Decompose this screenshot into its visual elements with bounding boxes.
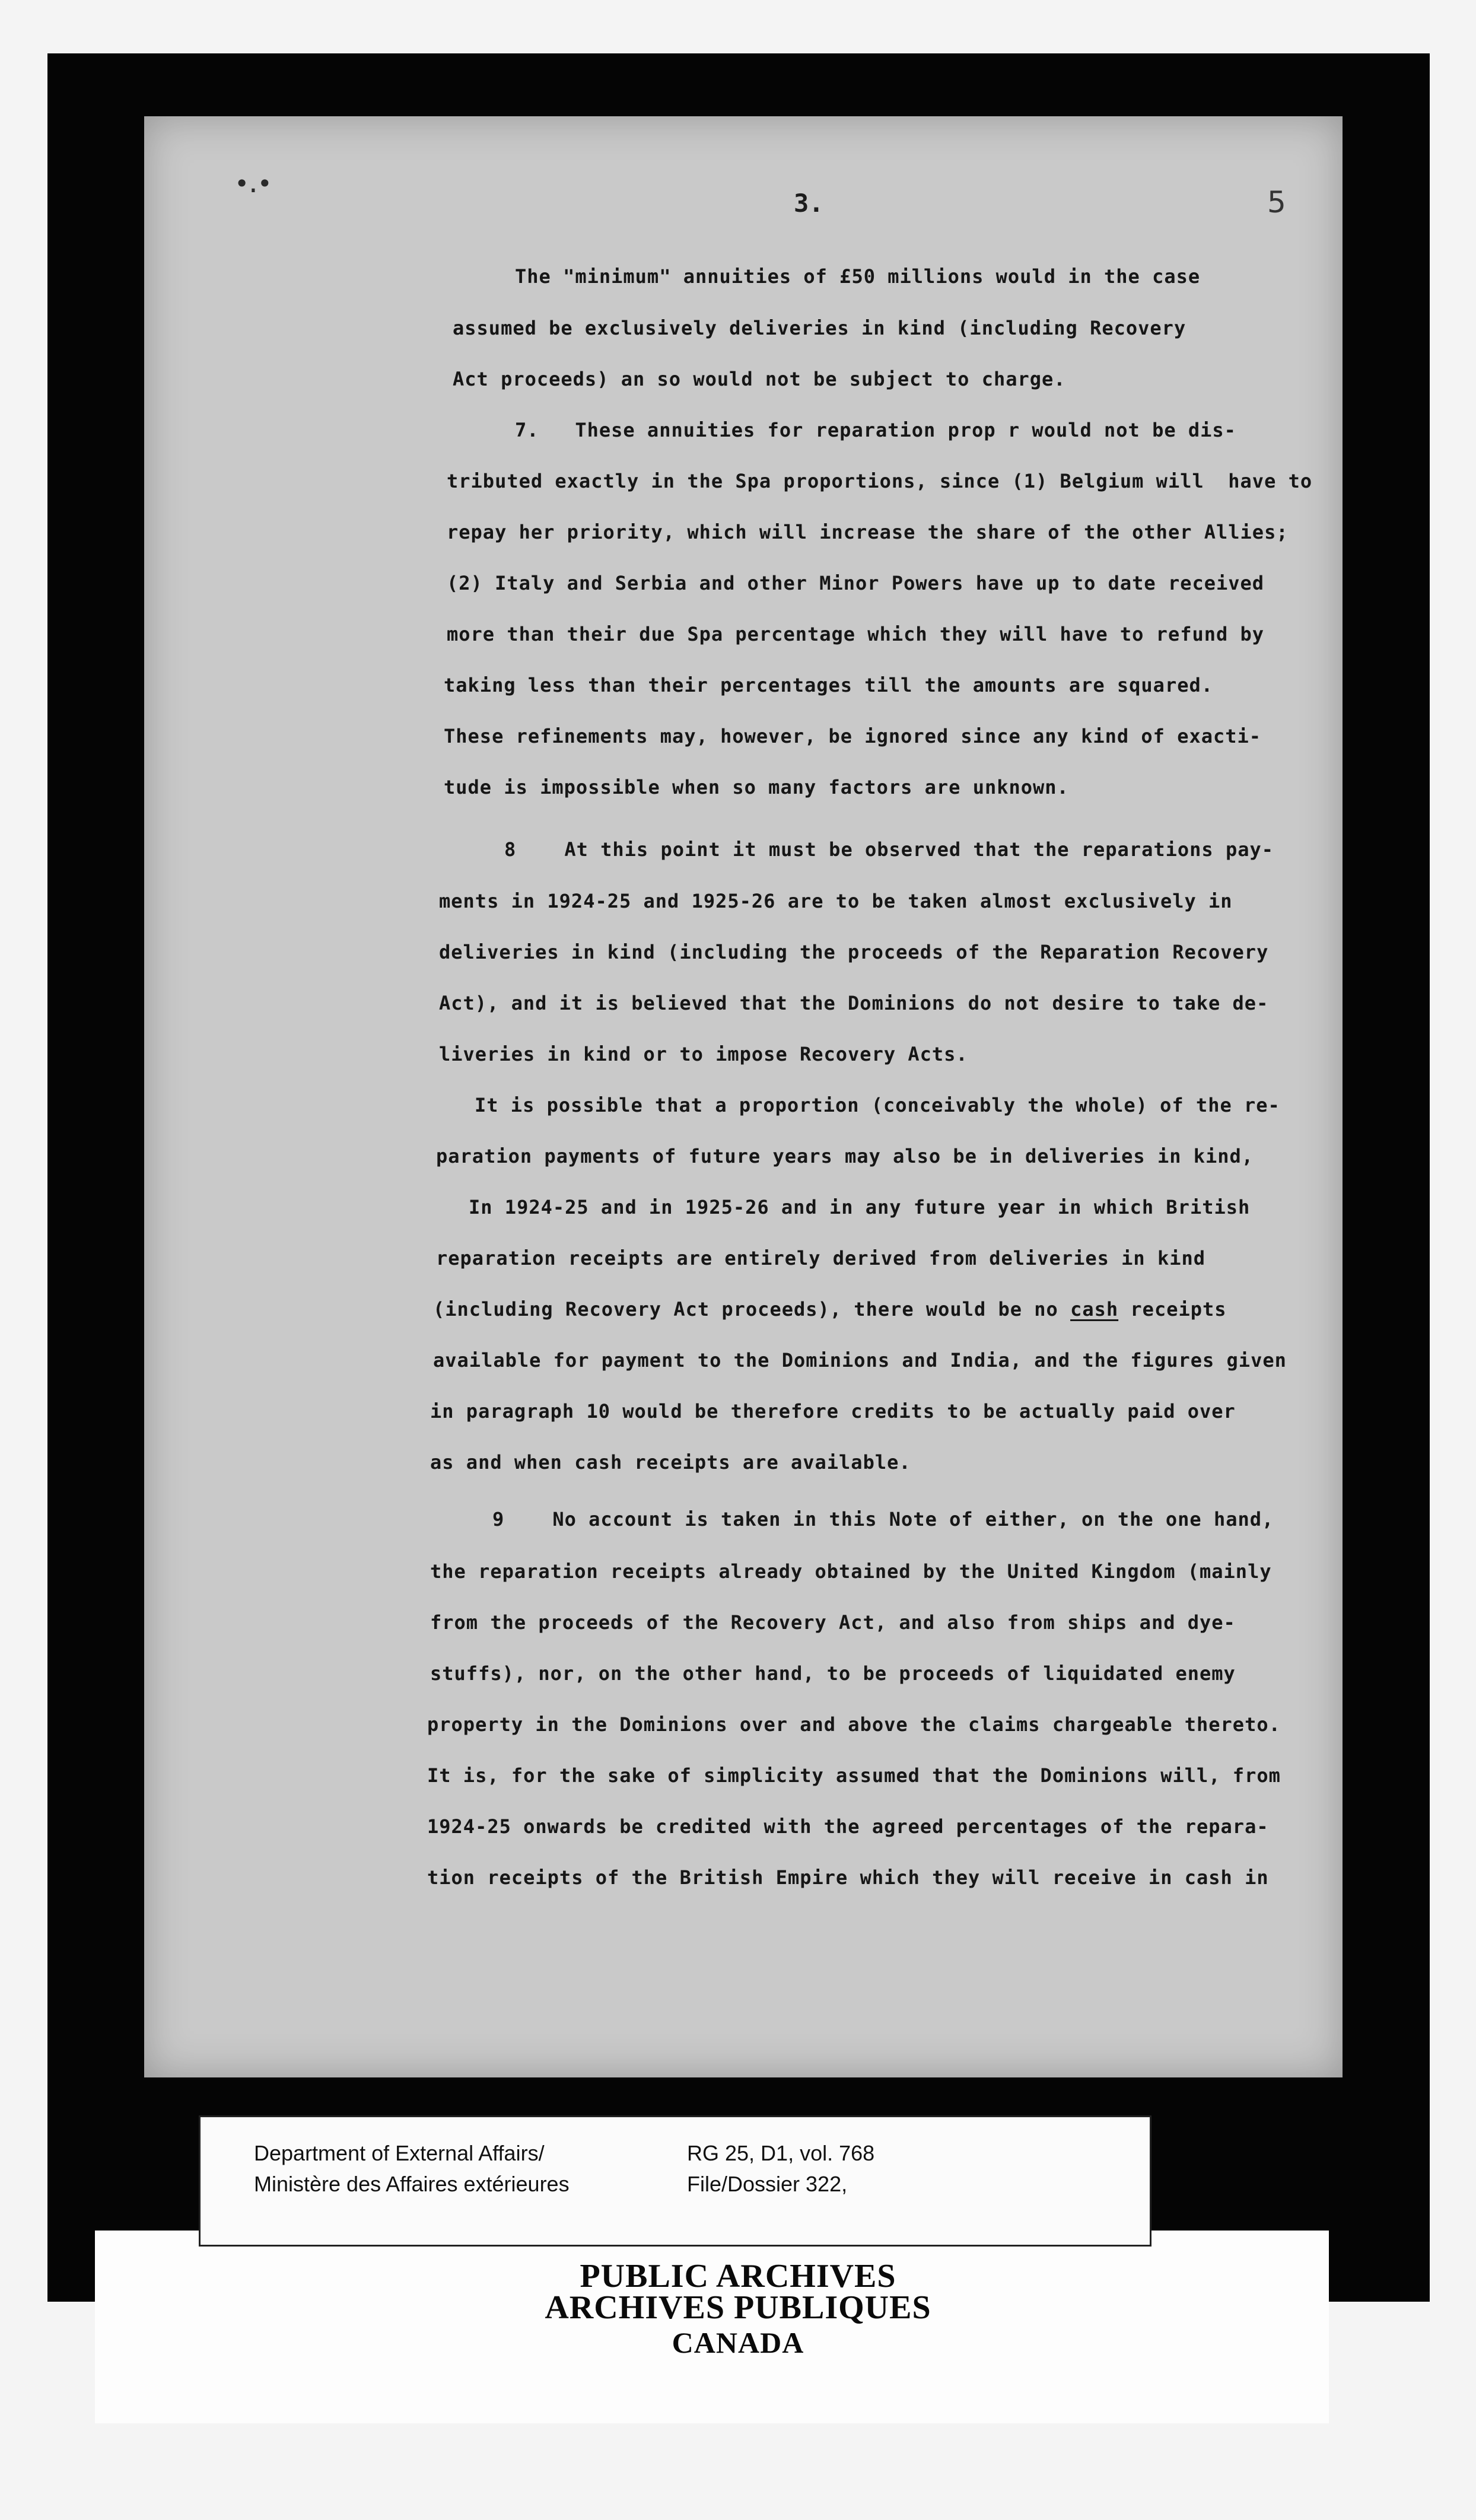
text-line: repay her priority, which will increase the share of the other Allies; <box>447 521 1289 543</box>
text-line: tion receipts of the British Empire which they will receive in cash in <box>427 1866 1269 1889</box>
archives-stamp-line: PUBLIC ARCHIVES <box>580 2258 896 2295</box>
department-name-english: Department of External Affairs/ <box>254 2141 545 2165</box>
text-line: 9 No account is taken in this Note of either, on the one hand, <box>492 1508 1274 1531</box>
page-number: 3. <box>794 189 824 218</box>
text-line: 8 At this point it must be observed that the reparations pay- <box>504 838 1274 861</box>
text-line: property in the Dominions over and above the claims chargeable thereto. <box>427 1713 1281 1736</box>
archive-reference-card <box>199 2115 1151 2247</box>
text-line: ments in 1924-25 and 1925-26 are to be taken almost exclusively in <box>439 890 1233 912</box>
text-line-with-underlined-cash <box>433 1298 1227 1321</box>
text-line: The "minimum" annuities of £50 millions would in the case <box>515 265 1201 288</box>
text-line: tude is impossible when so many factors are unknown. <box>444 776 1069 798</box>
text-line: taking less than their percentages till the amounts are squared. <box>444 674 1213 696</box>
text-line: reparation receipts are entirely derived from deliveries in kind <box>436 1247 1205 1269</box>
department-name-french: Ministère des Affaires extérieures <box>254 2172 570 2196</box>
file-reference: File/Dossier 322, <box>687 2172 848 2196</box>
paper-specks: •.• <box>234 169 269 198</box>
text-segment: (including Recovery Act proceeds), there would be no <box>433 1298 1071 1321</box>
text-line: (2) Italy and Serbia and other Minor Powers have up to date received <box>447 572 1265 594</box>
text-line: 7. These annuities for reparation prop r would not be dis- <box>515 419 1236 441</box>
text-line: It is possible that a proportion (conceivably the whole) of the re- <box>475 1094 1280 1116</box>
text-line: from the proceeds of the Recovery Act, and also from ships and dye- <box>430 1611 1236 1634</box>
text-line: In 1924-25 and in 1925-26 and in any future year in which British <box>469 1196 1251 1218</box>
text-line: the reparation receipts already obtained by the United Kingdom (mainly <box>430 1560 1272 1583</box>
archives-stamp-line: CANADA <box>672 2326 804 2359</box>
text-line: 1924-25 onwards be credited with the agreed percentages of the repara- <box>427 1815 1269 1838</box>
underlined-cash: cash <box>1070 1298 1119 1321</box>
text-segment: receipts <box>1118 1298 1227 1321</box>
text-line: tributed exactly in the Spa proportions, since (1) Belgium will have to <box>447 470 1313 492</box>
text-line: available for payment to the Dominions and India, and the figures given <box>433 1349 1287 1372</box>
text-line: Act proceeds) an so would not be subject to charge. <box>453 368 1066 390</box>
text-line: deliveries in kind (including the proceeds of the Reparation Recovery <box>439 941 1269 963</box>
text-line: It is, for the sake of simplicity assumed that the Dominions will, from <box>427 1764 1281 1787</box>
text-line: as and when cash receipts are available. <box>430 1451 911 1474</box>
text-line: in paragraph 10 would be therefore credits to be actually paid over <box>430 1400 1236 1423</box>
text-line: assumed be exclusively deliveries in kind (including Recovery <box>453 317 1186 339</box>
record-group-reference: RG 25, D1, vol. 768 <box>687 2141 875 2165</box>
text-line: These refinements may, however, be ignored since any kind of exacti- <box>444 725 1262 747</box>
text-line: liveries in kind or to impose Recovery Acts. <box>439 1043 968 1065</box>
handwritten-page-mark: 5 <box>1267 185 1286 219</box>
text-line: Act), and it is believed that the Dominions do not desire to take de- <box>439 992 1269 1014</box>
archives-stamp-line: ARCHIVES PUBLIQUES <box>545 2289 931 2326</box>
text-line: paration payments of future years may also be in deliveries in kind, <box>436 1145 1254 1167</box>
text-line: more than their due Spa percentage which they will have to refund by <box>447 623 1265 645</box>
text-line: stuffs), nor, on the other hand, to be proceeds of liquidated enemy <box>430 1662 1236 1685</box>
